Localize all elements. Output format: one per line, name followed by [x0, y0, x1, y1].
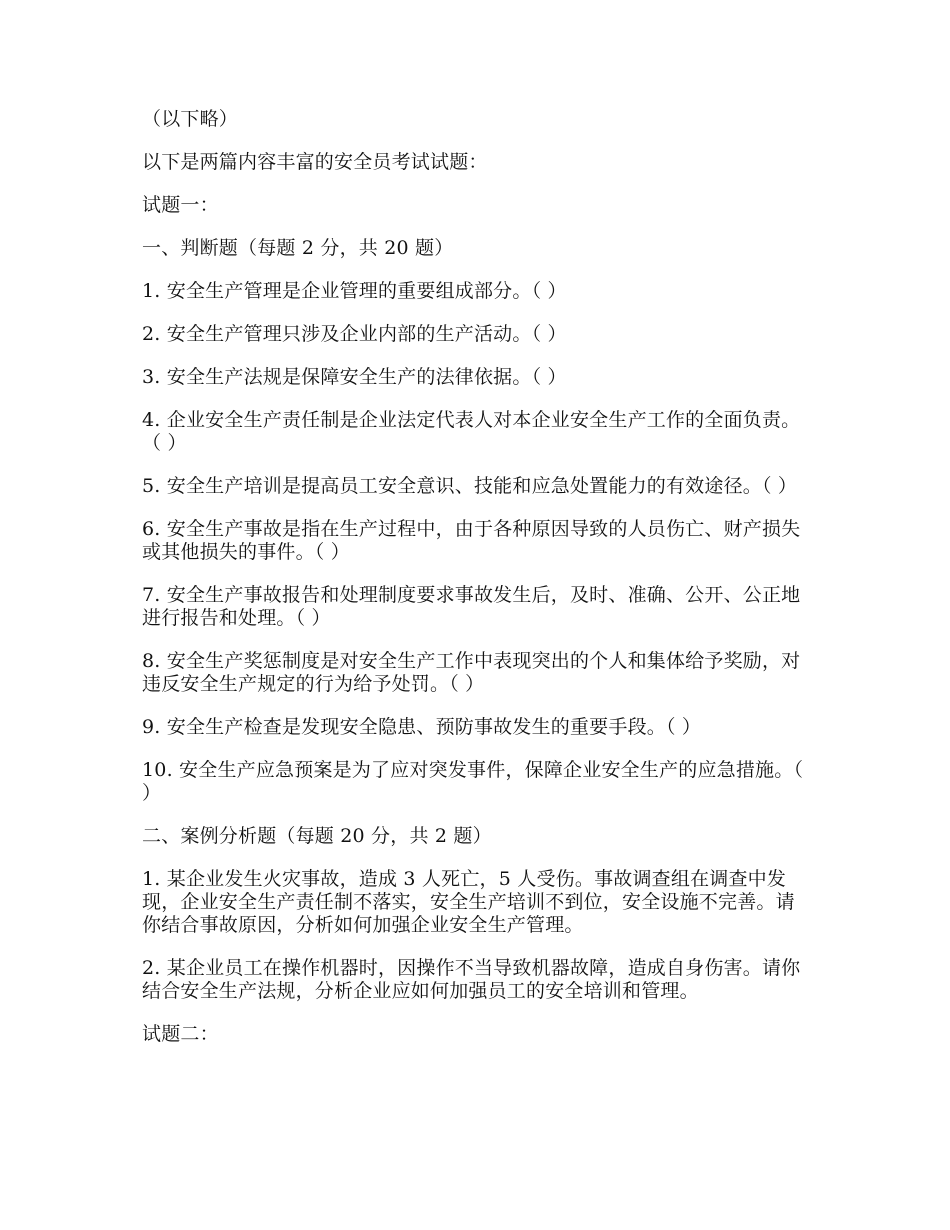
judgement-item-10: 10. 安全生产应急预案是为了应对突发事件，保障企业安全生产的应急措施。（ ）	[142, 759, 804, 804]
case-item-2: 2. 某企业员工在操作机器时，因操作不当导致机器故障，造成自身伤害。请你结合安全生产法规，分析企业应如何加强员工的安全培训和管理。	[142, 957, 801, 1002]
section-judgement-title: 一、判断题（每题 2 分，共 20 题）	[142, 237, 454, 259]
exam-one-title: 试题一：	[142, 194, 219, 216]
document-page	[142, 108, 810, 1066]
judgement-item-7: 7. 安全生产事故报告和处理制度要求事故发生后，及时、准确、公开、公正地进行报告和处理。（ ）	[142, 584, 801, 629]
judgement-item-8: 8. 安全生产奖惩制度是对安全生产工作中表现突出的个人和集体给予奖励，对违反安全生产规定的行为给予处罚。（ ）	[142, 650, 801, 695]
omitted-note: （以下略）	[142, 108, 239, 130]
judgement-item-6: 6. 安全生产事故是指在生产过程中，由于各种原因导致的人员伤亡、财产损失或其他损失的事件。（ ）	[142, 518, 801, 563]
exam-two-title: 试题二：	[142, 1023, 219, 1045]
judgement-item-3: 3. 安全生产法规是保障安全生产的法律依据。（ ）	[142, 366, 567, 388]
section-case-title: 二、案例分析题（每题 20 分，共 2 题）	[142, 825, 492, 847]
intro-line: 以下是两篇内容丰富的安全员考试试题：	[142, 151, 488, 173]
judgement-item-1: 1. 安全生产管理是企业管理的重要组成部分。（ ）	[142, 280, 567, 302]
judgement-item-4: 4. 企业安全生产责任制是企业法定代表人对本企业安全生产工作的全面负责。（ ）	[142, 409, 801, 454]
case-item-1: 1. 某企业发生火灾事故，造成 3 人死亡，5 人受伤。事故调查组在调查中发现，企业安全生产责任制不落实，安全生产培训不到位，安全设施不完善。请你结合事故原因，分析如何加强企业安全生产管理。	[142, 868, 795, 936]
judgement-item-5: 5. 安全生产培训是提高员工安全意识、技能和应急处置能力的有效途径。（ ）	[142, 475, 798, 497]
judgement-item-2: 2. 安全生产管理只涉及企业内部的生产活动。（ ）	[142, 323, 567, 345]
judgement-item-9: 9. 安全生产检查是发现安全隐患、预防事故发生的重要手段。（ ）	[142, 716, 702, 738]
